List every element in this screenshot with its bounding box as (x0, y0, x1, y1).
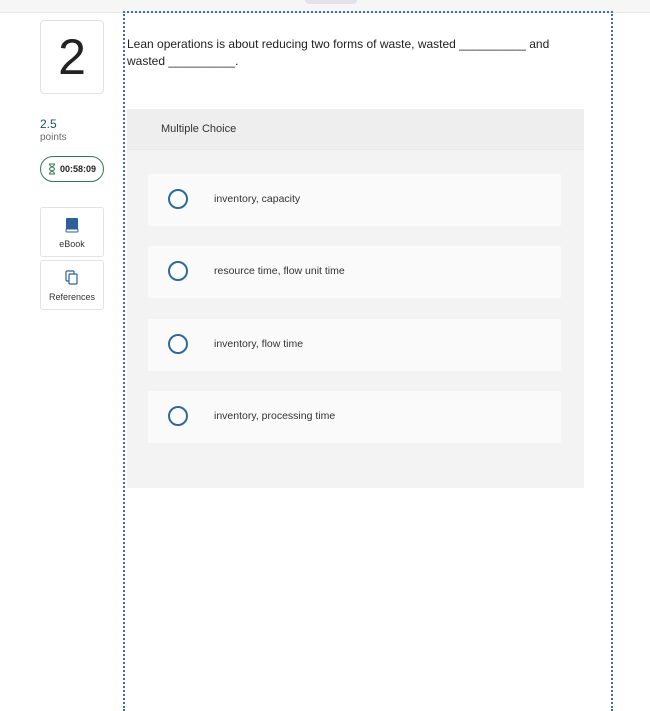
book-icon (65, 217, 79, 235)
points-label: points (40, 132, 67, 143)
radio-button[interactable] (168, 406, 188, 426)
ebook-button[interactable] (40, 207, 104, 257)
timer-value: 00:58:09 (59, 164, 97, 174)
answer-option-label: inventory, processing time (214, 410, 336, 422)
top-tab-indicator (305, 0, 357, 4)
timer-badge[interactable] (40, 156, 104, 182)
references-button[interactable] (40, 260, 104, 310)
radio-button[interactable] (168, 334, 188, 354)
answer-option-label: resource time, flow unit time (214, 265, 345, 277)
question-number: 2 (40, 20, 104, 94)
answer-option[interactable] (148, 391, 561, 443)
question-prompt: Lean operations is about reducing two forms of waste, wasted __________ and wasted __________. (127, 37, 550, 68)
multiple-choice-title: Multiple Choice (161, 123, 237, 135)
multiple-choice-header (127, 109, 584, 150)
answer-option[interactable] (148, 174, 561, 226)
hourglass-icon (48, 163, 56, 175)
answer-option-label: inventory, flow time (214, 338, 304, 350)
radio-button[interactable] (168, 261, 188, 281)
answer-option[interactable] (148, 319, 561, 371)
ebook-label: eBook (59, 239, 85, 249)
answer-option-label: inventory, capacity (214, 193, 301, 205)
answer-option[interactable] (148, 246, 561, 298)
references-icon (65, 270, 79, 288)
points-value: 2.5 (40, 117, 57, 131)
radio-button[interactable] (168, 189, 188, 209)
references-label: References (48, 292, 96, 302)
